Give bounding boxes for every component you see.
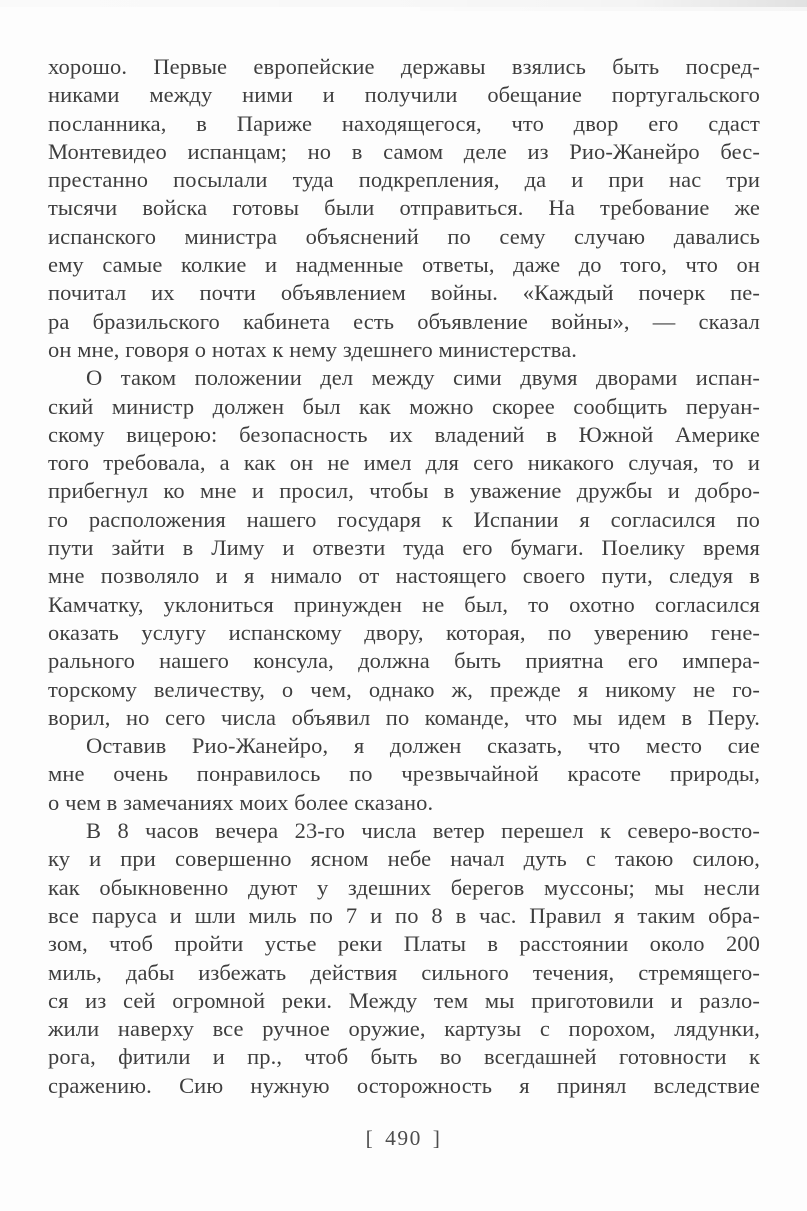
text-line: мне позволяло и я нимало от настоящего своего пути, следуя в [48, 563, 760, 589]
text-line: Оставив Рио-Жанейро, я должен сказать, что место сие [86, 733, 760, 759]
text-line: престанно посылали туда подкрепления, да и при нас три [48, 167, 760, 193]
text-line: хорошо. Первые европейские державы взялись быть посред- [48, 54, 760, 79]
text-line: посланника, в Париже находящегося, что двор его сдаст [48, 110, 760, 136]
text-line: сражению. Сию нужную осторожность я принял вследствие [48, 1072, 760, 1098]
paragraph [48, 732, 760, 817]
text-line: оказать услугу испанскому двору, которая, по уверению гене- [48, 619, 760, 645]
text-line: он мне, говоря о нотах к нему здешнего министерства. [48, 336, 578, 362]
text-line: испанского министра объяснений по сему случаю давались [48, 223, 760, 249]
body-text [48, 53, 760, 1100]
text-line: никами между ними и получили обещание португальского [48, 82, 760, 108]
text-line: миль, дабы избежать действия сильного течения, стремящего- [48, 959, 760, 985]
paragraph [48, 53, 760, 364]
text-line: ра бразильского кабинета есть объявление войны», — сказал [48, 308, 760, 334]
text-line: ворил, но сего числа объявил по команде, что мы идем в Перу. [48, 704, 760, 730]
page-number: [ 490 ] [365, 1126, 442, 1150]
text-line: рального нашего консула, должна быть приятна его импера- [48, 648, 760, 674]
text-line: скому вицерою: безопасность их владений в Южной Америке [48, 421, 760, 447]
text-line: тысячи войска готовы были отправиться. На требование же [48, 195, 760, 221]
text-line: о чем в замечаниях моих более сказано. [48, 789, 434, 815]
text-line: почитал их почти объявлением войны. «Каждый почерк пе- [48, 280, 760, 306]
text-line: того требовала, а как он не имел для сего никакого случая, то и [48, 450, 760, 476]
text-line: рога, фитили и пр., чтоб быть во всегдашней готовности к [48, 1044, 760, 1070]
text-line: прибегнул ко мне и просил, чтобы в уважение дружбы и добро- [48, 478, 760, 504]
text-line: ся из сей огромной реки. Между тем мы приготовили и разло- [48, 987, 760, 1013]
text-line: О таком положении дел между сими двумя дворами испан- [86, 365, 760, 391]
scan-artifact-top-edge [0, 0, 807, 7]
text-line: пути зайти в Лиму и отвезти туда его бумаги. Поелику время [48, 535, 760, 561]
text-line: ему самые колкие и надменные ответы, даже до того, что он [48, 252, 760, 278]
text-line: как обыкновенно дуют у здешних берегов муссоны; мы несли [48, 874, 760, 900]
text-line: все паруса и шли миль по 7 и по 8 в час. Правил я таким обра- [48, 902, 760, 928]
scan-artifact-top-edge-2 [420, 7, 807, 11]
text-line: Монтевидео испанцам; но в самом деле из Рио-Жанейро бес- [48, 138, 760, 164]
text-line: ку и при совершенно ясном небе начал дуть с такою силою, [48, 846, 760, 872]
paragraph [48, 364, 760, 732]
text-line: Камчатку, уклониться принужден не был, то охотно согласился [48, 591, 760, 617]
text-line: мне очень понравилось по чрезвычайной красоте природы, [48, 761, 760, 787]
text-line: В 8 часов вечера 23-го числа ветер перешел к северо-восто- [86, 818, 760, 844]
text-line: ский министр должен был как можно скорее сообщить перуан- [48, 393, 760, 419]
text-line: жили наверху все ручное оружие, картузы с порохом, лядунки, [48, 1016, 760, 1042]
paragraph [48, 817, 760, 1100]
text-line: го расположения нашего государя к Испании я согласился по [48, 506, 760, 532]
text-line: зом, чтоб пройти устье реки Платы в расстоянии около 200 [48, 931, 760, 957]
text-line: торскому величеству, о чем, однако ж, прежде я никому не го- [48, 676, 760, 702]
